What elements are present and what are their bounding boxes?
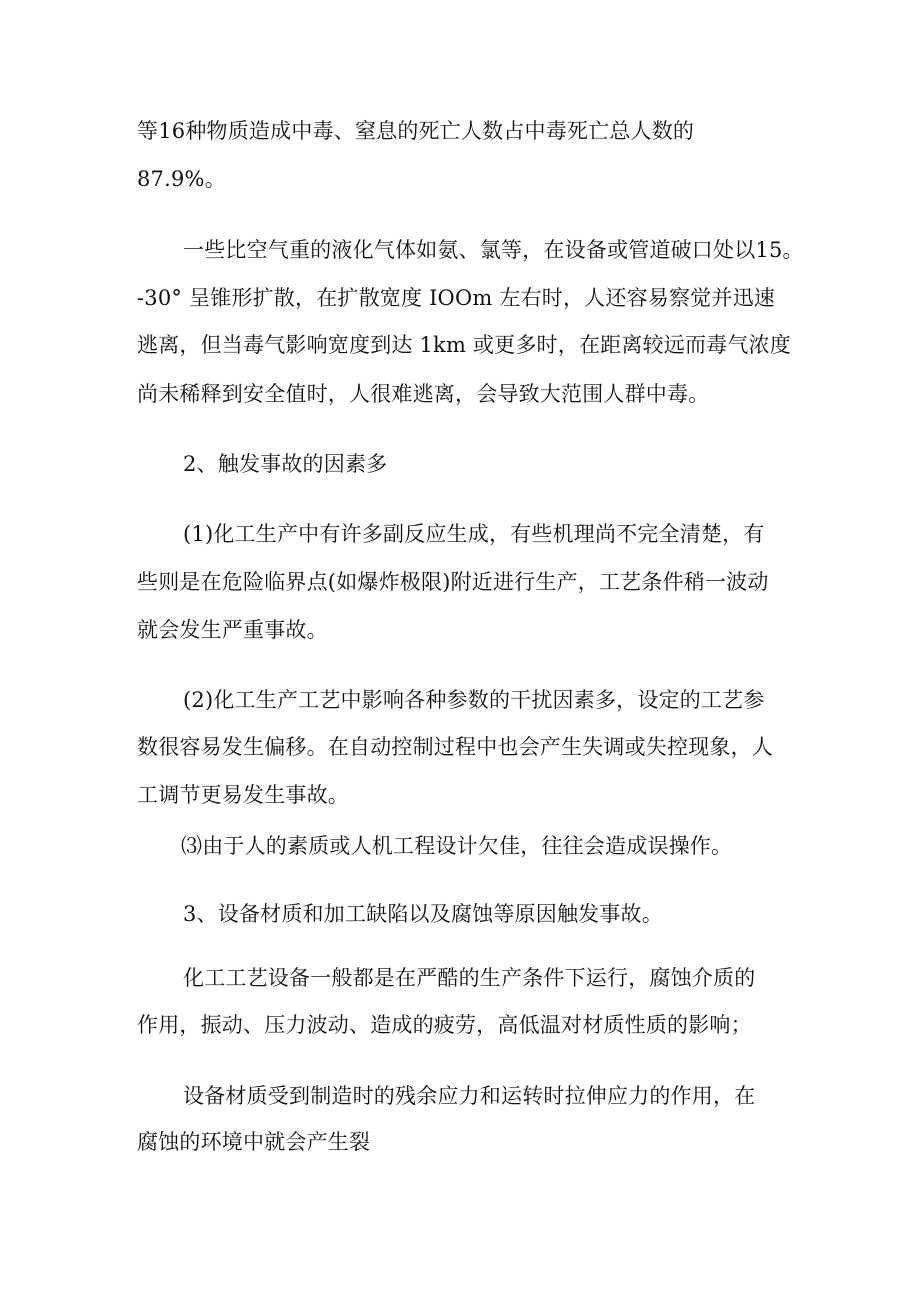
paragraph-2-line-3: 逃离，但当毒气影响宽度到达 1km 或更多时，在距离较远而毒气浓度 [137, 333, 791, 357]
paragraph-8-line-2: 作用，振动、压力波动、造成的疲劳，高低温对材质性质的影响； [137, 1013, 752, 1037]
paragraph-1-line-1: 等16种物质造成中毒、窒息的死亡人数占中毒死亡总人数的 [137, 119, 695, 143]
paragraph-2-line-1: 一些比空气重的液化气体如氨、氯等，在设备或管道破口处以15。 [183, 238, 804, 262]
section-heading-3: 3、设备材质和加工缺陷以及腐蚀等原因触发事故。 [183, 902, 663, 926]
paragraph-6-line-1: ⑶由于人的素质或人机工程设计欠佳，往往会造成误操作。 [181, 834, 733, 858]
paragraph-2-line-4: 尚未稀释到安全值时，人很难逃离，会导致大范围人群中毒。 [137, 382, 710, 406]
paragraph-9-line-1: 设备材质受到制造时的残余应力和运转时拉伸应力的作用，在 [183, 1084, 756, 1108]
paragraph-9-line-2: 腐蚀的环境中就会产生裂 [137, 1130, 371, 1154]
paragraph-5-line-1: (2)化工生产工艺中影响各种参数的干扰因素多，设定的工艺参 [183, 688, 765, 712]
paragraph-4-line-3: 就会发生严重事故。 [137, 618, 328, 642]
paragraph-4-line-2: 些则是在危险临界点(如爆炸极限)附近进行生产，工艺条件稍一波动 [137, 570, 769, 594]
paragraph-5-line-2: 数很容易发生偏移。在自动控制过程中也会产生失调或失控现象，人 [137, 735, 773, 759]
paragraph-1-line-2: 87.9%。 [137, 167, 226, 191]
paragraph-4-line-1: (1)化工生产中有许多副反应生成，有些机理尚不完全清楚，有 [183, 522, 765, 546]
paragraph-8-line-1: 化工工艺设备一般都是在严酷的生产条件下运行，腐蚀介质的 [183, 966, 756, 990]
paragraph-2-line-2: -30° 呈锥形扩散，在扩散宽度 IOOm 左右时，人还容易察觉并迅速 [137, 286, 775, 310]
paragraph-5-line-3: 工调节更易发生事故。 [137, 783, 349, 807]
section-heading-2: 2、触发事故的因素多 [183, 452, 388, 476]
